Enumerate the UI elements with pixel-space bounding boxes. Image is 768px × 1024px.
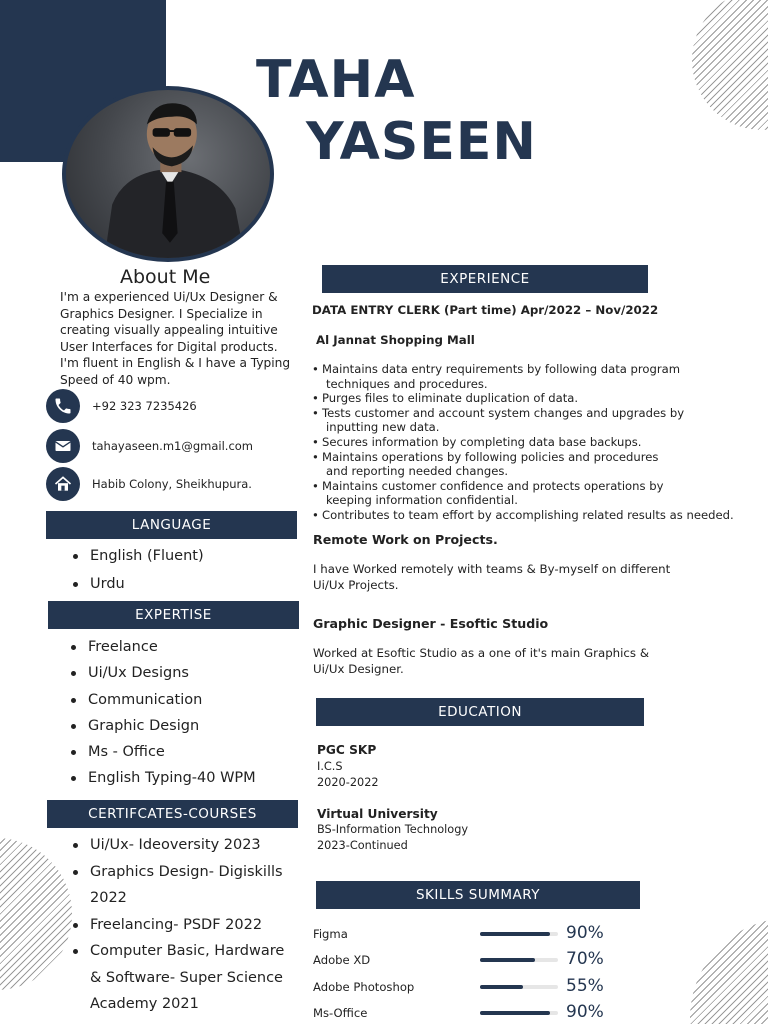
list-item: • Contributes to team effort by accomplishing related results as needed. [312, 508, 752, 523]
education-years: 2023-Continued [317, 839, 408, 852]
skill-bar-fill [480, 958, 535, 962]
list-item: Ms - Office [68, 739, 256, 765]
skill-percent: 90% [566, 1002, 604, 1022]
job-title: DATA ENTRY CLERK (Part time) Apr/2022 – Nov/2022 [312, 303, 659, 317]
remote-work-title: Remote Work on Projects. [313, 532, 498, 547]
education-institution: Virtual University [317, 807, 438, 821]
skill-bar [480, 932, 558, 936]
skill-bar-fill [480, 932, 550, 936]
decorative-hatched-circle-bottom-left [0, 838, 72, 990]
skill-bar-fill [480, 985, 523, 989]
employer-name: Al Jannat Shopping Mall [316, 333, 475, 347]
certificates-heading: CERTIFCATES-COURSES [47, 800, 298, 828]
certificates-list [70, 832, 302, 1018]
remote-work-text: I have Worked remotely with teams & By-myself on different Ui/Ux Projects. [313, 562, 671, 592]
expertise-list [68, 634, 256, 792]
skill-name: Ms-Office [313, 1006, 368, 1020]
graphic-designer-title: Graphic Designer - Esoftic Studio [313, 616, 549, 631]
last-name: YASEEN [306, 112, 537, 172]
experience-heading: EXPERIENCE [322, 265, 648, 293]
education-degree: I.C.S [317, 760, 343, 773]
list-item: Computer Basic, Hardware & Software- Super Science Academy 2021 [70, 938, 302, 1018]
list-item: • Purges files to eliminate duplication of data. [312, 391, 752, 406]
list-item: • Secures information by completing data base backups. [312, 435, 752, 450]
skill-bar [480, 1011, 558, 1015]
contact-email [46, 429, 253, 463]
list-item: • Maintains data entry requirements by following data program techniques and procedures. [312, 362, 752, 391]
graphic-designer-text: Worked at Esoftic Studio as a one of it's main Graphics & Ui/Ux Designer. [313, 646, 650, 676]
about-title: About Me [120, 266, 211, 288]
about-text: I'm a experienced Ui/Ux Designer & Graphics Designer. I Specialize in creating visually appealing intuitive User Interfaces for Digital products. I'm fluent in English & I have a Typing Speed of 40 wpm. [60, 290, 291, 387]
education-heading: EDUCATION [316, 698, 644, 726]
skill-percent: 55% [566, 976, 604, 996]
profile-photo [62, 86, 274, 262]
list-item: Communication [68, 687, 256, 713]
skill-percent: 90% [566, 923, 604, 943]
skill-name: Adobe XD [313, 953, 371, 967]
list-item: Ui/Ux- Ideoversity 2023 [70, 832, 302, 859]
list-item: • Maintains operations by following policies and procedures and reporting needed changes. [312, 450, 752, 479]
skill-name: Figma [313, 927, 348, 941]
phone-number: +92 323 7235426 [92, 399, 197, 413]
list-item: Freelancing- PSDF 2022 [70, 912, 302, 939]
expertise-heading: EXPERTISE [48, 601, 299, 629]
list-item: Graphic Design [68, 713, 256, 739]
list-item: English (Fluent) [70, 542, 204, 570]
language-list [70, 542, 204, 598]
mail-icon [46, 429, 80, 463]
home-address: Habib Colony, Sheikhupura. [92, 477, 252, 491]
skills-heading: SKILLS SUMMARY [316, 881, 640, 909]
email-address[interactable]: tahayaseen.m1@gmail.com [92, 439, 254, 453]
list-item: Urdu [70, 570, 204, 598]
skill-bar [480, 958, 558, 962]
skill-bar-fill [480, 1011, 550, 1015]
list-item: English Typing-40 WPM [68, 765, 256, 791]
duties-list [312, 362, 752, 523]
contact-phone [46, 389, 197, 423]
education-degree: BS-Information Technology [317, 823, 469, 836]
home-icon [46, 467, 80, 501]
education-years: 2020-2022 [317, 776, 379, 789]
list-item: • Tests customer and account system changes and upgrades by inputting new data. [312, 406, 752, 435]
education-institution: PGC SKP [317, 743, 377, 757]
skill-bar [480, 985, 558, 989]
list-item: • Maintains customer confidence and protects operations by keeping information confidential. [312, 479, 752, 508]
decorative-hatched-circle-top-right [692, 0, 768, 130]
list-item: Graphics Design- Digiskills 2022 [70, 859, 302, 912]
contact-address [46, 467, 252, 501]
decorative-hatched-circle-bottom-right [690, 918, 768, 1024]
first-name: TAHA [256, 50, 416, 110]
list-item: Ui/Ux Designs [68, 660, 256, 686]
skill-name: Adobe Photoshop [313, 980, 415, 994]
phone-icon [46, 389, 80, 423]
language-heading: LANGUAGE [46, 511, 297, 539]
list-item: Freelance [68, 634, 256, 660]
skill-percent: 70% [566, 949, 604, 969]
